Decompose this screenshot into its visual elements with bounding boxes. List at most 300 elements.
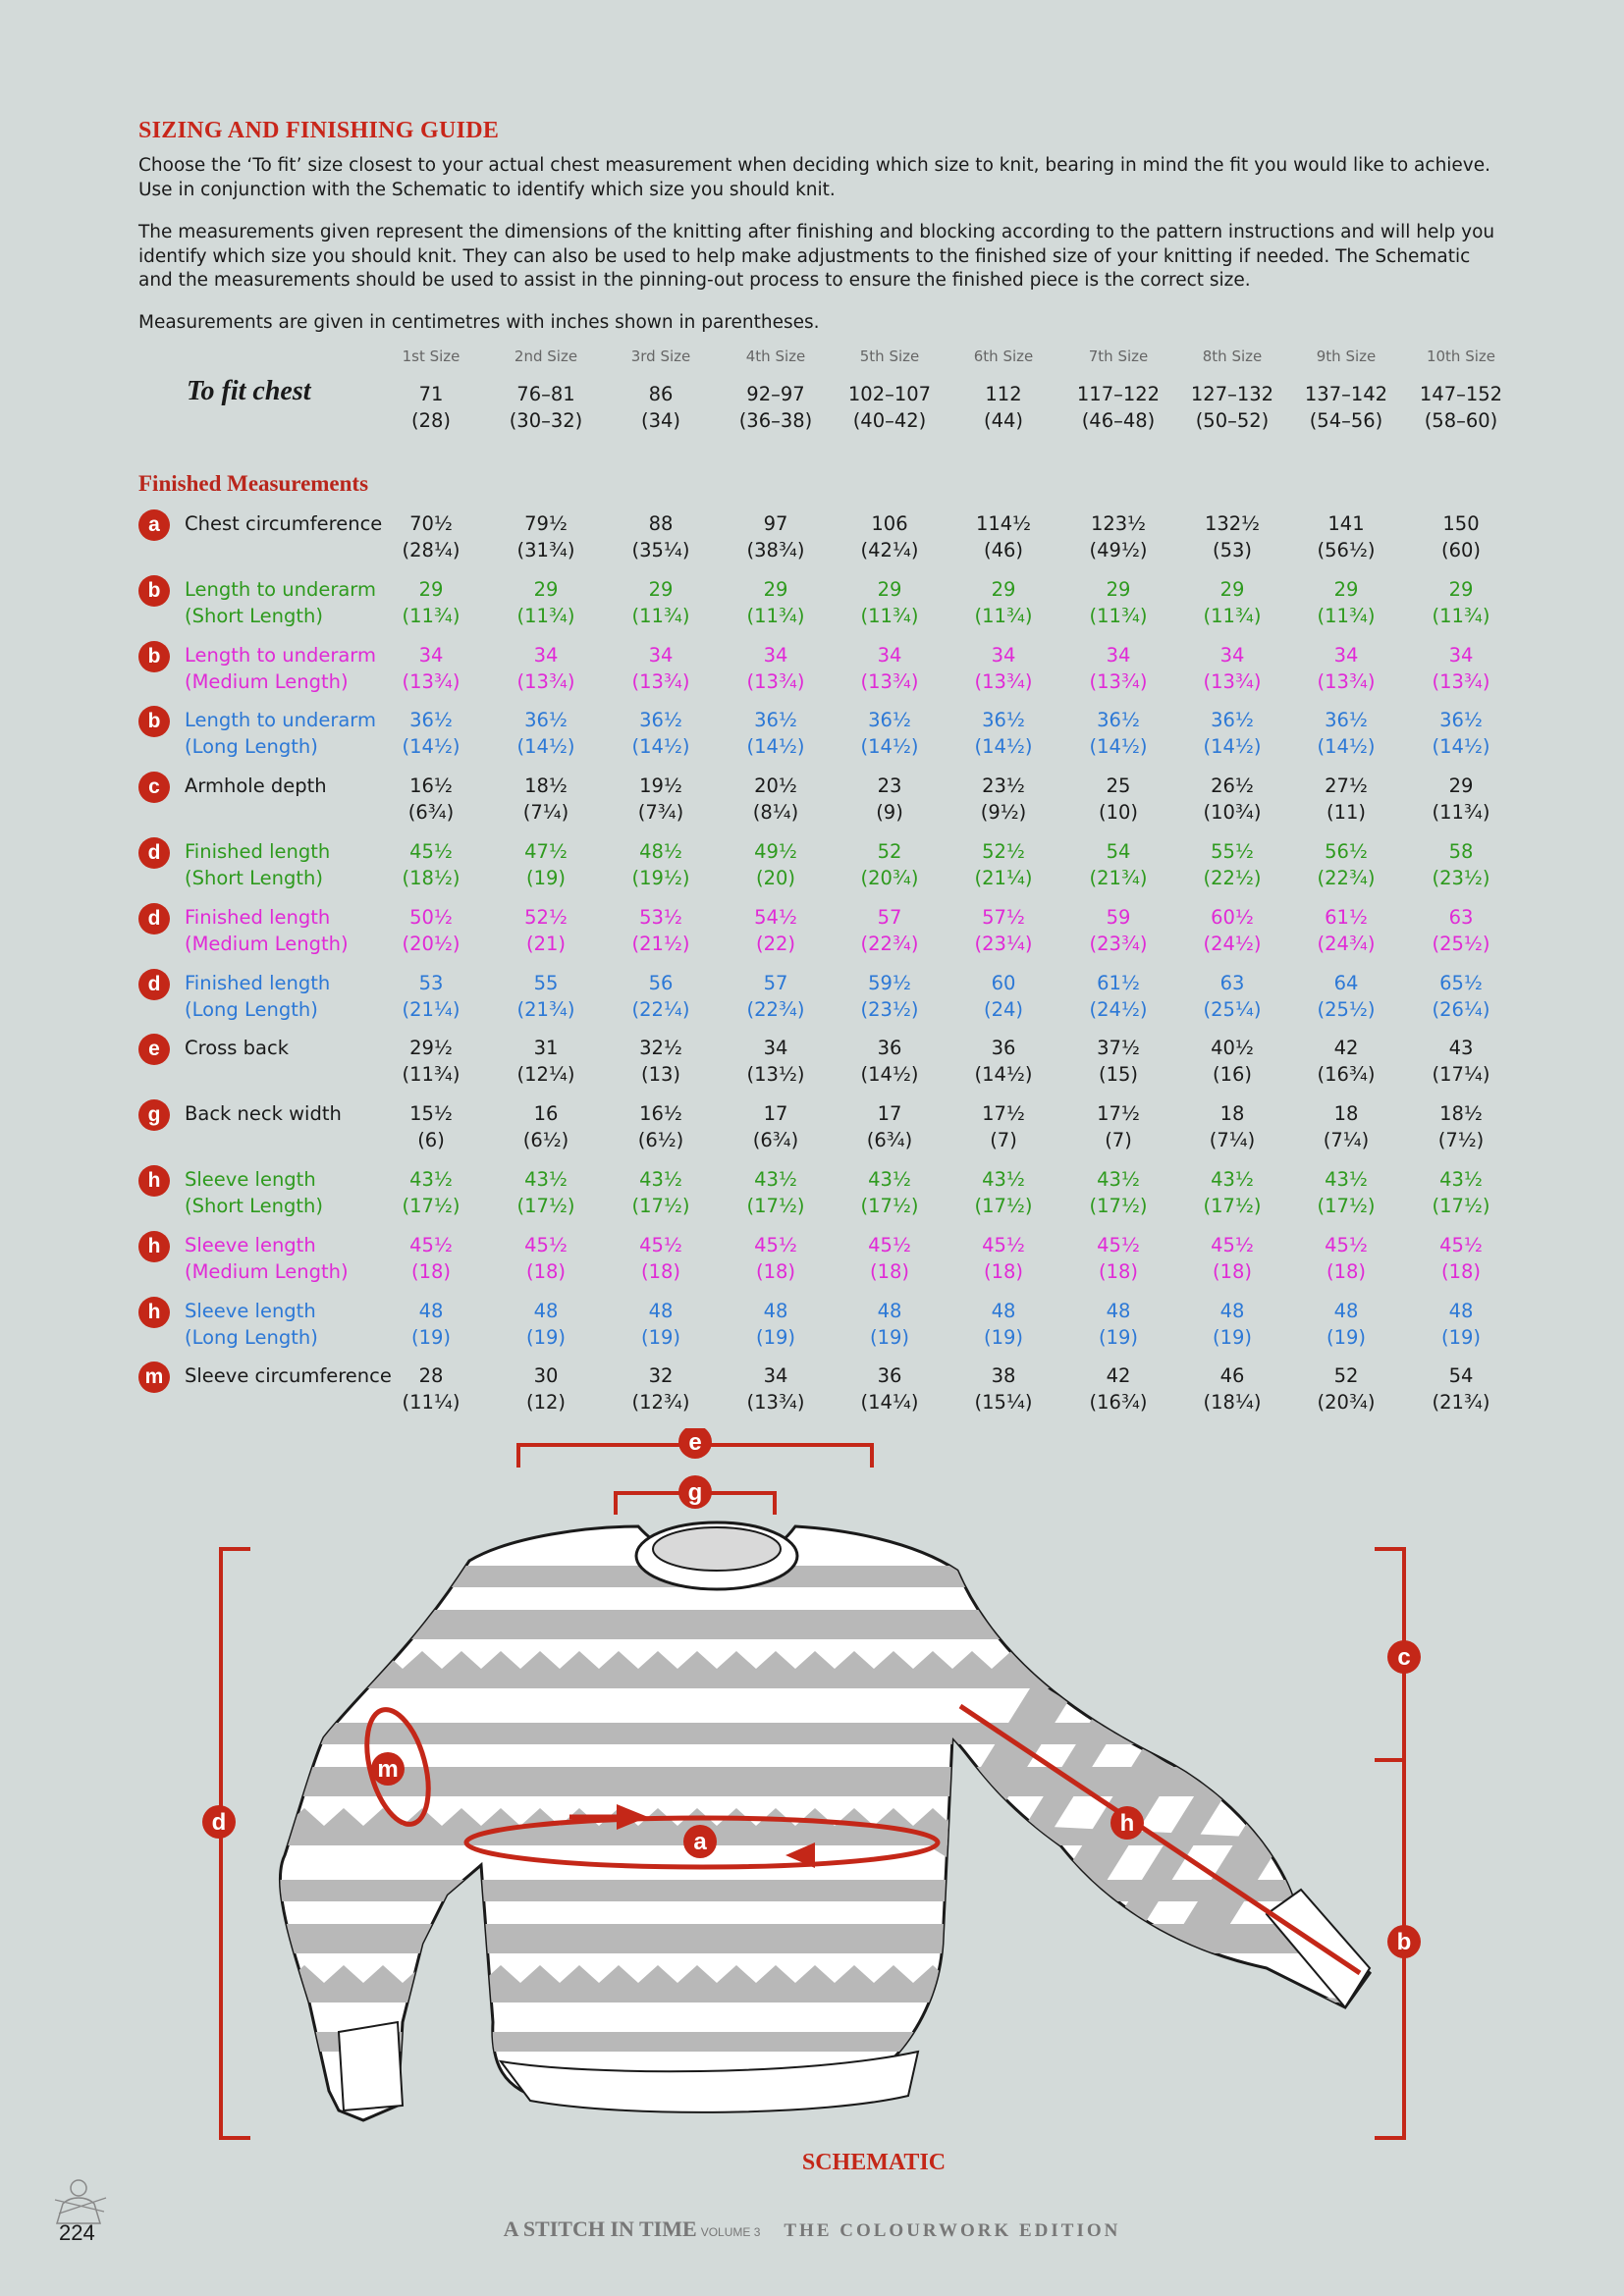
value-in: (14½) [1089,735,1148,759]
measurement-row [0,1163,1624,1222]
measurement-cell [831,773,948,826]
value-in: (24¾) [1317,932,1376,955]
value-in: (20¾) [860,867,919,889]
value-in: (14½) [516,735,575,759]
measurement-cell [1173,642,1291,695]
measurement-cell [945,970,1062,1023]
value-cm: 42 [1106,1364,1131,1388]
value-cm: 34 [1106,643,1131,667]
measurement-cell [831,642,948,695]
value-in: (17¼) [1432,1063,1490,1087]
value-in: (14½) [860,1063,919,1087]
measurement-cell [602,1100,720,1153]
sweater-schematic [0,1428,1624,2160]
measurement-cell [831,1298,948,1351]
value-cm: 34 [1219,643,1245,667]
label-subtext: (Long Length) [185,735,318,759]
measurement-cell [717,707,835,760]
value-cm: 45½ [754,1233,797,1256]
value-cm: 88 [648,512,674,535]
measurement-cell [1402,1232,1520,1285]
value-in: (23½) [1432,867,1490,889]
value-cm: 16½ [639,1102,682,1126]
measurement-cell [1287,838,1405,891]
measurement-key-badge: b [138,641,170,672]
to-fit-value [717,381,835,434]
measurement-cell [602,970,720,1023]
value-in: (17½) [860,1195,919,1217]
measurement-cell [1173,773,1291,826]
value-cm: 34 [763,1037,788,1060]
measurement-cell [372,1232,490,1285]
value-in: (11¾) [631,604,690,627]
value-cm: 54 [1106,840,1131,863]
value-in: (23¾) [1089,932,1148,955]
measurement-cell [487,576,605,629]
value-cm: 17 [877,1102,902,1126]
label-text: Sleeve length [185,1168,316,1191]
value-in: (16¾) [1317,1063,1376,1087]
value-cm: 40½ [1211,1037,1254,1060]
measurement-row [0,1360,1624,1418]
value-cm: 30 [533,1364,559,1388]
value-in: (15¼) [974,1391,1033,1415]
measurement-row [0,1032,1624,1091]
to-fit-chest-label: To fit chest [187,376,311,406]
value-in: (13¾) [1317,669,1376,693]
value-cm: 86 [648,383,674,405]
value-cm: 43½ [868,1168,911,1191]
label-text: Cross back [185,1037,289,1060]
value-in: (18) [1440,1259,1482,1283]
measurement-key-badge: d [138,837,170,869]
value-cm: 45½ [1325,1233,1368,1256]
value-cm: 36½ [754,709,797,732]
value-in: (18) [640,1259,681,1283]
measurement-key-badge: e [138,1034,170,1065]
measurement-key-badge: d [138,969,170,1000]
footer [0,2216,1624,2242]
value-cm: 60½ [1211,905,1254,929]
value-cm: 29 [648,577,674,601]
value-in: (13½) [746,1063,805,1087]
value-cm: 43½ [639,1168,682,1191]
value-in: (11¾) [1317,604,1376,627]
measurement-row [0,1097,1624,1156]
value-cm: 48 [1448,1299,1474,1322]
value-cm: 48 [648,1299,674,1322]
svg-text:a: a [693,1829,707,1855]
value-cm: 36½ [1097,709,1140,732]
measurement-cell [372,510,490,563]
measurement-cell [945,1166,1062,1219]
value-cm: 48 [763,1299,788,1322]
value-in: (18) [525,1259,567,1283]
value-in: (21¼) [974,867,1033,889]
value-in: (20½) [402,932,460,955]
value-cm: 48 [991,1299,1016,1322]
value-in: (18½) [402,867,460,889]
value-in: (13¾) [860,669,919,693]
measurement-cell [831,1035,948,1088]
label-text: Sleeve length [185,1299,316,1322]
value-in: (34) [640,409,681,432]
value-cm: 43½ [524,1168,568,1191]
value-in: (21¾) [1089,867,1148,889]
measurement-cell [602,838,720,891]
value-in: (7½) [1437,1129,1485,1152]
value-cm: 58 [1448,840,1474,863]
label-text: Armhole depth [185,774,327,798]
value-in: (11¾) [402,604,460,627]
value-cm: 54½ [754,905,797,929]
value-in: (13¾) [631,669,690,693]
measurement-cell [602,1232,720,1285]
measurement-cell [1059,970,1177,1023]
value-in: (13¾) [402,669,460,693]
measurement-cell [945,707,1062,760]
value-cm: 19½ [639,774,682,798]
value-cm: 18½ [524,774,568,798]
value-cm: 57 [763,971,788,994]
measurement-cell [1059,838,1177,891]
measurement-cell [1173,1362,1291,1415]
measurement-cell [1173,1166,1291,1219]
measurement-cell [717,1362,835,1415]
size-header: 1st Size [402,347,460,365]
value-in: (14½) [974,735,1033,759]
value-in: (24) [983,997,1024,1021]
marker-a [683,1825,717,1858]
value-cm: 32 [648,1364,674,1388]
value-in: (24½) [1089,997,1148,1021]
svg-text:h: h [1119,1810,1135,1837]
to-fit-value [487,381,605,434]
value-cm: 127–132 [1190,383,1274,405]
value-in: (13¾) [974,669,1033,693]
measurement-cell [1173,1035,1291,1088]
value-cm: 18 [1333,1102,1359,1126]
label-text: Finished length [185,905,331,929]
value-in: (17½) [746,1195,805,1217]
to-fit-value [831,381,948,434]
value-cm: 65½ [1439,971,1483,994]
value-cm: 52½ [982,840,1025,863]
measurement-cell [1287,1100,1405,1153]
svg-text:c: c [1397,1644,1411,1671]
measurement-cell [602,576,720,629]
svg-text:b: b [1396,1929,1412,1955]
value-cm: 36½ [524,709,568,732]
measurement-cell [717,1100,835,1153]
value-in: (19) [525,867,567,889]
value-cm: 53½ [639,905,682,929]
value-cm: 48½ [639,840,682,863]
schematic-label: SCHEMATIC [801,2150,947,2175]
measurement-cell [372,1100,490,1153]
value-in: (49½) [1089,539,1148,561]
size-header: 10th Size [1426,347,1496,365]
value-cm: 43½ [754,1168,797,1191]
measurement-cell [602,510,720,563]
measurement-cell [1173,1100,1291,1153]
value-in: (50–52) [1195,409,1270,432]
value-cm: 43½ [1325,1168,1368,1191]
value-in: (17½) [1203,1195,1262,1217]
value-in: (20) [755,867,796,889]
value-cm: 45½ [982,1233,1025,1256]
value-in: (13) [640,1063,681,1087]
value-cm: 45½ [1097,1233,1140,1256]
value-cm: 45½ [409,840,453,863]
value-in: (6¾) [407,801,455,825]
to-fit-value [602,381,720,434]
measurement-cell [1173,1232,1291,1285]
measurement-row [0,639,1624,698]
value-cm: 50½ [409,905,453,929]
label-text: Sleeve circumference [185,1364,392,1388]
value-cm: 141 [1327,512,1365,535]
value-in: (11¾) [1203,604,1262,627]
measurement-key-badge: g [138,1099,170,1131]
value-cm: 70½ [409,512,453,535]
measurement-row [0,835,1624,894]
svg-text:m: m [377,1756,399,1783]
to-fit-value [1287,381,1405,434]
value-in: (14½) [746,735,805,759]
label-subtext: (Medium Length) [185,932,349,955]
value-cm: 64 [1333,971,1359,994]
value-cm: 43½ [982,1168,1025,1191]
value-in: (25½) [1317,997,1376,1021]
value-cm: 97 [763,512,788,535]
measurement-cell [1287,510,1405,563]
value-cm: 16 [533,1102,559,1126]
value-cm: 56½ [1325,840,1368,863]
value-in: (11¾) [402,1063,460,1087]
size-header: 3rd Size [630,347,691,365]
measurement-cell [717,576,835,629]
measurement-cell [1173,1298,1291,1351]
value-in: (42¼) [860,539,919,561]
measurement-cell [1059,1232,1177,1285]
value-in: (11¾) [746,604,805,627]
value-in: (7¼) [522,801,569,825]
value-cm: 23 [877,774,902,798]
value-in: (21¼) [402,997,460,1021]
value-in: (22) [755,932,796,955]
value-in: (13¾) [516,669,575,693]
marker-h [1110,1806,1144,1840]
value-in: (14½) [1203,735,1262,759]
value-in: (38¾) [746,539,805,561]
value-in: (19) [525,1325,567,1349]
marker-d [202,1805,236,1839]
value-in: (7¾) [637,801,684,825]
value-cm: 52 [877,840,902,863]
value-in: (18) [1326,1259,1367,1283]
value-in: (36–38) [738,409,813,432]
value-in: (22¼) [631,997,690,1021]
value-cm: 52½ [524,905,568,929]
measurement-cell [1287,1232,1405,1285]
measurement-cell [1287,1166,1405,1219]
measurement-cell [1173,510,1291,563]
label-text: Length to underarm [185,577,376,601]
finished-measurements-title: Finished Measurements [138,471,369,496]
label-text: Chest circumference [185,512,383,535]
value-in: (13¾) [746,1391,805,1415]
measurement-cell [602,1298,720,1351]
value-in: (17½) [1317,1195,1376,1217]
measurement-cell [1059,642,1177,695]
label-text: Finished length [185,971,331,994]
value-in: (18) [983,1259,1024,1283]
measurement-cell [717,1298,835,1351]
measurement-row [0,507,1624,566]
value-cm: 60 [991,971,1016,994]
size-header: 5th Size [859,347,920,365]
value-cm: 71 [418,383,444,405]
measurement-cell [945,904,1062,957]
value-cm: 29 [418,577,444,601]
measurement-cell [1402,1100,1520,1153]
value-cm: 36½ [409,709,453,732]
value-cm: 36½ [868,709,911,732]
to-fit-value [1059,381,1177,434]
value-in: (19½) [631,867,690,889]
measurement-cell [1287,904,1405,957]
value-in: (40–42) [852,409,927,432]
value-cm: 17 [763,1102,788,1126]
value-cm: 36 [877,1037,902,1060]
value-cm: 38 [991,1364,1016,1388]
value-cm: 147–152 [1419,383,1503,405]
value-in: (21¾) [1432,1391,1490,1415]
value-cm: 36 [991,1037,1016,1060]
value-cm: 34 [648,643,674,667]
measurement-cell [831,970,948,1023]
edition-label: THE COLOURWORK EDITION [784,2220,1121,2241]
label-subtext: (Medium Length) [185,669,349,693]
measurement-cell [1059,1035,1177,1088]
value-in: (19) [640,1325,681,1349]
value-cm: 112 [985,383,1022,405]
measurement-cell [487,642,605,695]
value-cm: 55 [533,971,559,994]
label-text: Length to underarm [185,643,376,667]
value-in: (53) [1212,539,1253,561]
intro-paragraph: The measurements given represent the dimensions of the knitting after finishing and blocking according to the pattern instructions and will help you identify which size you should knit. They can also be used to help make adjustments to the finished size of your knitting if needed. The Schematic and the measurements should be used to assist in the pinning-out process to ensure the finished piece is the correct size. [138,222,1495,291]
measurement-cell [602,1166,720,1219]
value-cm: 18 [1219,1102,1245,1126]
value-in: (20¾) [1317,1391,1376,1415]
measurement-cell [1402,576,1520,629]
value-cm: 76–81 [516,383,575,405]
value-in: (30–32) [509,409,583,432]
value-in: (14½) [631,735,690,759]
value-in: (11¾) [1089,604,1148,627]
value-in: (19) [983,1325,1024,1349]
value-cm: 54 [1448,1364,1474,1388]
measurement-cell [487,1166,605,1219]
measurement-cell [1287,970,1405,1023]
value-cm: 18½ [1439,1102,1483,1126]
value-cm: 43½ [1439,1168,1483,1191]
value-in: (35¼) [631,539,690,561]
value-cm: 43½ [409,1168,453,1191]
value-cm: 34 [877,643,902,667]
value-in: (8¼) [752,801,799,825]
value-in: (26¼) [1432,997,1490,1021]
value-in: (17½) [516,1195,575,1217]
measurement-cell [831,1362,948,1415]
value-cm: 52 [1333,1364,1359,1388]
value-cm: 46 [1219,1364,1245,1388]
value-in: (16) [1212,1063,1253,1087]
measurement-cell [717,1166,835,1219]
value-in: (21½) [631,932,690,955]
value-in: (25½) [1432,932,1490,955]
page-number: 224 [59,2220,95,2245]
value-in: (11¾) [860,604,919,627]
value-in: (14½) [860,735,919,759]
value-cm: 45½ [524,1233,568,1256]
measurement-cell [1287,1362,1405,1415]
value-in: (22¾) [860,932,919,955]
value-cm: 117–122 [1076,383,1161,405]
measurement-row [0,1295,1624,1354]
value-cm: 29 [877,577,902,601]
value-in: (46–48) [1081,409,1156,432]
value-in: (13¾) [746,669,805,693]
measurement-key-badge: b [138,575,170,607]
measurement-cell [1059,904,1177,957]
value-in: (11¾) [1432,801,1490,825]
measurement-cell [945,576,1062,629]
marker-m [371,1752,405,1786]
value-in: (23½) [860,997,919,1021]
value-in: (18) [410,1259,452,1283]
measurement-cell [1059,1166,1177,1219]
label-text: Sleeve length [185,1233,316,1256]
label-subtext: (Long Length) [185,1325,318,1349]
measurement-row [0,901,1624,960]
measurement-cell [1059,510,1177,563]
measurement-cell [1402,1298,1520,1351]
value-cm: 114½ [975,512,1032,535]
value-in: (22½) [1203,867,1262,889]
value-cm: 63 [1219,971,1245,994]
value-cm: 48 [1219,1299,1245,1322]
value-in: (6) [417,1129,445,1152]
measurement-cell [1287,576,1405,629]
value-in: (17½) [631,1195,690,1217]
label-subtext: (Short Length) [185,1195,324,1217]
value-cm: 48 [418,1299,444,1322]
value-cm: 79½ [524,512,568,535]
value-cm: 42 [1333,1037,1359,1060]
marker-b [1387,1925,1421,1958]
value-cm: 29 [763,577,788,601]
measurement-cell [487,773,605,826]
book-title: A STITCH IN TIME [503,2216,697,2241]
measurement-cell [1173,707,1291,760]
value-in: (60) [1440,539,1482,561]
value-cm: 34 [418,643,444,667]
size-header: 8th Size [1202,347,1263,365]
measurement-cell [372,838,490,891]
